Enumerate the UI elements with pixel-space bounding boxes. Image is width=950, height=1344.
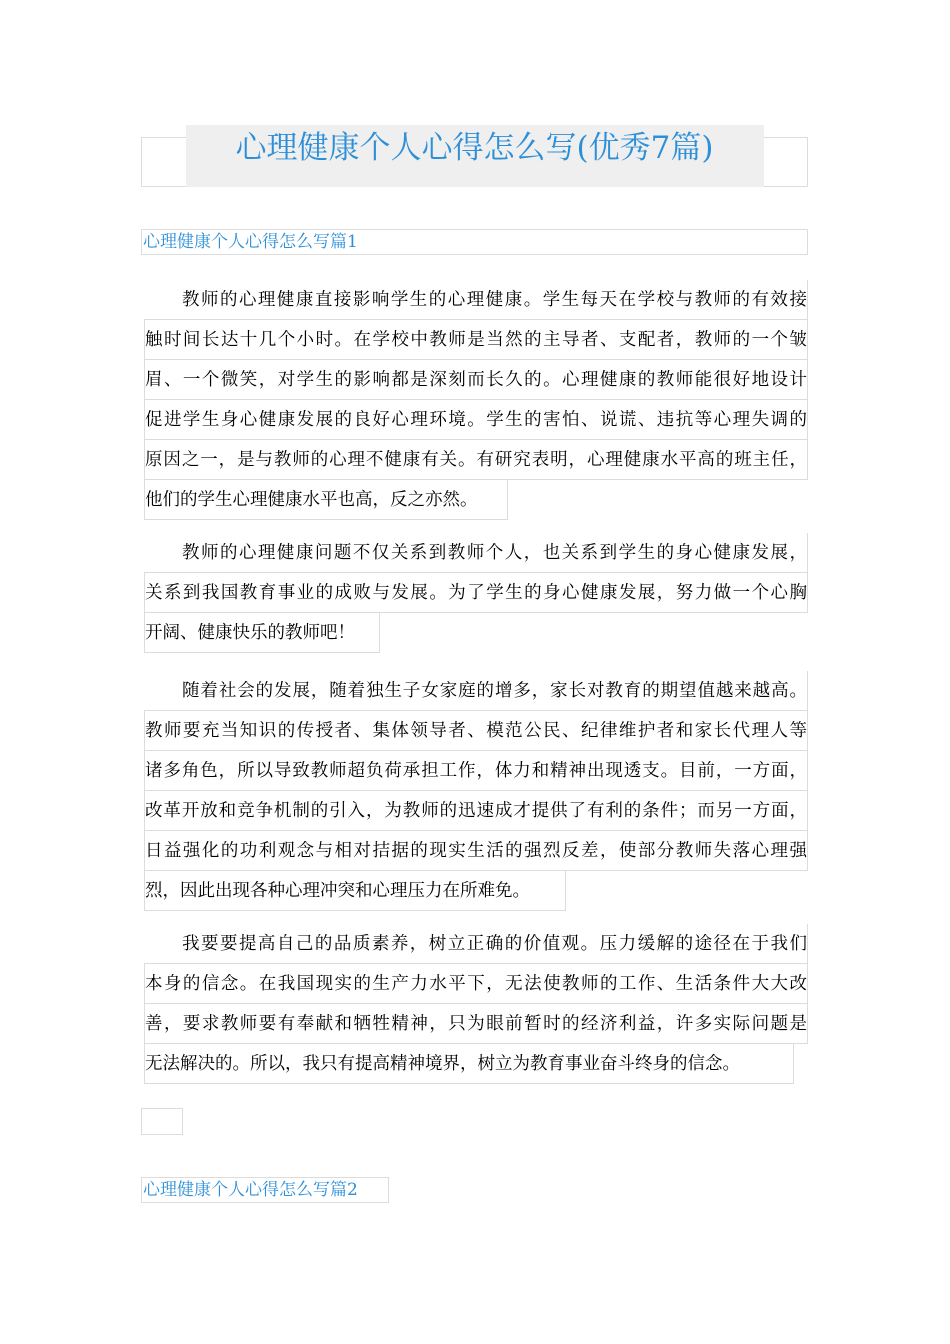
paragraph-line: 触时间长达十几个小时。在学校中教师是当然的主导者、支配者，教师的一个皱 [144,320,808,360]
paragraph-line: 随着社会的发展，随着独生子女家庭的增多，家长对教育的期望值越来越高。 [144,671,808,711]
paragraph-line: 教师的心理健康直接影响学生的心理健康。学生每天在学校与教师的有效接 [144,280,808,320]
paragraph-line: 教师要充当知识的传授者、集体领导者、模范公民、纪律维护者和家长代理人等 [144,711,808,751]
paragraph-line: 原因之一，是与教师的心理不健康有关。有研究表明，心理健康水平高的班主任， [144,440,808,480]
paragraph-2 [144,533,808,653]
paragraph-line: 改革开放和竞争机制的引入，为教师的迅速成才提供了有利的条件；而另一方面， [144,791,808,831]
paragraph-line: 诸多角色，所以导致教师超负荷承担工作，体力和精神出现透支。目前，一方面， [144,751,808,791]
paragraph-1 [144,280,808,520]
paragraph-line: 我要要提高自己的品质素养，树立正确的价值观。压力缓解的途径在于我们 [144,924,808,964]
section-heading-2: 心理健康个人心得怎么写篇2 [143,1180,358,1200]
paragraph-line: 教师的心理健康问题不仅关系到教师个人，也关系到学生的身心健康发展， [144,533,808,573]
paragraph-4 [144,924,808,1084]
empty-paragraph-frame [141,1108,183,1135]
paragraph-line: 关系到我国教育事业的成败与发展。为了学生的身心健康发展，努力做一个心胸 [144,573,808,613]
document-title: 心理健康个人心得怎么写(优秀7篇) [235,130,714,166]
paragraph-line: 开阔、健康快乐的教师吧！ [144,613,380,653]
paragraph-line: 善，要求教师要有奉献和牺牲精神，只为眼前暂时的经济利益，许多实际问题是 [144,1004,808,1044]
paragraph-3 [144,671,808,911]
paragraph-line: 日益强化的功利观念与相对拮据的现实生活的强烈反差，使部分教师失落心理强 [144,831,808,871]
paragraph-line: 促进学生身心健康发展的良好心理环境。学生的害怕、说谎、违抗等心理失调的 [144,400,808,440]
paragraph-line: 烈，因此出现各种心理冲突和心理压力在所难免。 [144,871,566,911]
section-heading-1: 心理健康个人心得怎么写篇1 [143,232,358,252]
paragraph-line: 他们的学生心理健康水平也高，反之亦然。 [144,480,508,520]
paragraph-line: 本身的信念。在我国现实的生产力水平下，无法使教师的工作、生活条件大大改 [144,964,808,1004]
paragraph-line: 无法解决的。所以，我只有提高精神境界，树立为教育事业奋斗终身的信念。 [144,1044,794,1084]
paragraph-line: 眉、一个微笑，对学生的影响都是深刻而长久的。心理健康的教师能很好地设计 [144,360,808,400]
